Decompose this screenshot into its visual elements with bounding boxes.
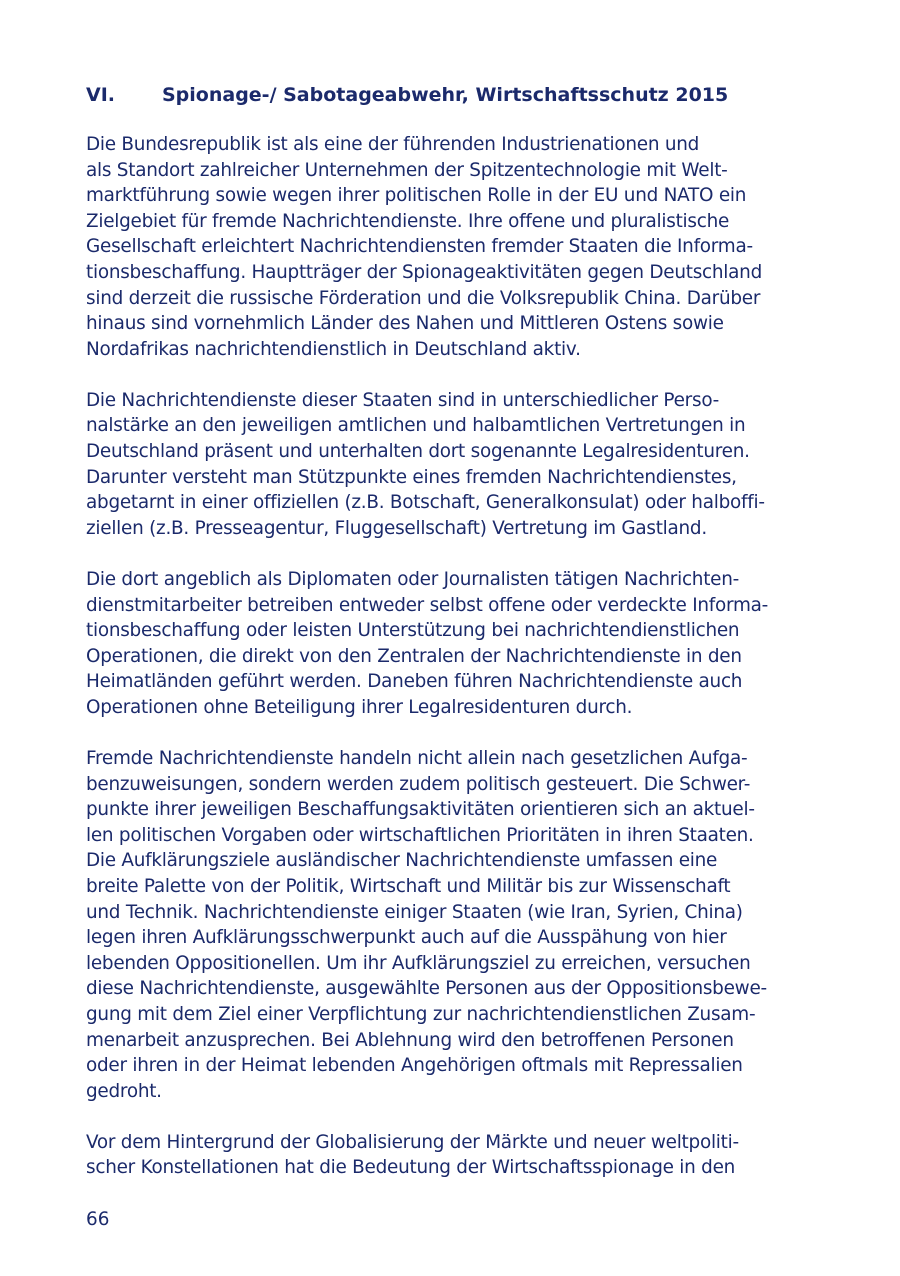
text-line: als Standort zahlreicher Unternehmen der Spitzentechnologie mit Welt-: [86, 159, 728, 181]
text-line: abgetarnt in einer offiziellen (z.B. Botschaft, Generalkonsulat) oder halboffi-: [86, 492, 765, 514]
text-line: gung mit dem Ziel einer Verpflichtung zur nachrichtendienstlichen Zusam-: [86, 1003, 756, 1025]
text-line: Fremde Nachrichtendienste handeln nicht allein nach gesetzlichen Aufga-: [86, 747, 748, 769]
text-line: Die Aufklärungsziele ausländischer Nachrichtendienste umfassen eine: [86, 850, 718, 872]
text-line: und Technik. Nachrichtendienste einiger Staaten (wie Iran, Syrien, China): [86, 901, 743, 923]
paragraph-3: [86, 567, 816, 721]
text-line: marktführung sowie wegen ihrer politischen Rolle in der EU und NATO ein: [86, 185, 747, 207]
text-line: gedroht.: [86, 1080, 162, 1102]
paragraph-2: [86, 388, 816, 542]
text-line: benzuweisungen, sondern werden zudem politisch gesteuert. Die Schwer-: [86, 773, 751, 795]
text-line: tionsbeschaffung. Hauptträger der Spionageaktivitäten gegen Deutschland: [86, 261, 763, 283]
text-line: Darunter versteht man Stützpunkte eines fremden Nachrichtendienstes,: [86, 466, 737, 488]
text-line: menarbeit anzusprechen. Bei Ablehnung wird den betroffenen Personen: [86, 1029, 734, 1051]
section-title: Spionage-/ Sabotageabwehr, Wirtschaftsschutz 2015: [162, 84, 729, 106]
text-line: Die Bundesrepublik ist als eine der führenden Industrienationen und: [86, 134, 700, 155]
text-line: Gesellschaft erleichtert Nachrichtendiensten fremder Staaten die Informa-: [86, 236, 753, 258]
text-line: Vor dem Hintergrund der Globalisierung der Märkte und neuer weltpoliti-: [86, 1131, 739, 1153]
section-heading: [86, 82, 826, 108]
text-line: Zielgebiet für fremde Nachrichtendienste. Ihre offene und pluralistische: [86, 210, 730, 232]
text-line: punkte ihrer jeweiligen Beschaffungsaktivitäten orientieren sich an aktuel-: [86, 799, 755, 821]
text-line: Die Nachrichtendienste dieser Staaten sind in unterschiedlicher Perso-: [86, 389, 720, 411]
text-line: scher Konstellationen hat die Bedeutung der Wirtschaftsspionage in den: [86, 1157, 736, 1179]
text-line: Operationen ohne Beteiligung ihrer Legalresidenturen durch.: [86, 696, 633, 718]
text-line: nalstärke an den jeweiligen amtlichen und halbamtlichen Vertretungen in: [86, 415, 746, 437]
text-line: dienstmitarbeiter betreiben entweder selbst offene oder verdeckte Informa-: [86, 594, 769, 616]
text-line: len politischen Vorgaben oder wirtschaftlichen Prioritäten in ihren Staaten.: [86, 824, 754, 846]
text-line: ziellen (z.B. Presseagentur, Fluggesellschaft) Vertretung im Gastland.: [86, 517, 707, 539]
text-line: tionsbeschaffung oder leisten Unterstützung bei nachrichtendienstlichen: [86, 620, 740, 642]
page-number: 66: [86, 1209, 110, 1230]
text-line: diese Nachrichtendienste, ausgewählte Personen aus der Oppositionsbewe-: [86, 978, 767, 1000]
text-line: sind derzeit die russische Förderation und die Volksrepublik China. Darüber: [86, 287, 761, 309]
text-line: Die dort angeblich als Diplomaten oder Journalisten tätigen Nachrichten-: [86, 568, 740, 590]
text-line: Deutschland präsent und unterhalten dort sogenannte Legalresidenturen.: [86, 441, 750, 463]
text-line: breite Palette von der Politik, Wirtschaft und Militär bis zur Wissenschaft: [86, 875, 731, 897]
body-text: [86, 132, 816, 1206]
text-line: Heimatländen geführt werden. Daneben führen Nachrichtendienste auch: [86, 671, 743, 693]
paragraph-1: [86, 132, 816, 362]
text-line: Operationen, die direkt von den Zentralen der Nachrichtendienste in den: [86, 645, 742, 667]
section-number: VI.: [86, 84, 115, 106]
text-line: Nordafrikas nachrichtendienstlich in Deutschland aktiv.: [86, 338, 581, 360]
text-line: oder ihren in der Heimat lebenden Angehörigen oftmals mit Repressalien: [86, 1055, 743, 1077]
paragraph-5: [86, 1130, 816, 1181]
text-line: legen ihren Aufklärungsschwerpunkt auch auf die Ausspähung von hier: [86, 927, 727, 949]
paragraph-4: [86, 746, 816, 1104]
text-line: lebenden Oppositionellen. Um ihr Aufklärungsziel zu erreichen, versuchen: [86, 952, 751, 974]
text-line: hinaus sind vornehmlich Länder des Nahen und Mittleren Ostens sowie: [86, 313, 724, 335]
